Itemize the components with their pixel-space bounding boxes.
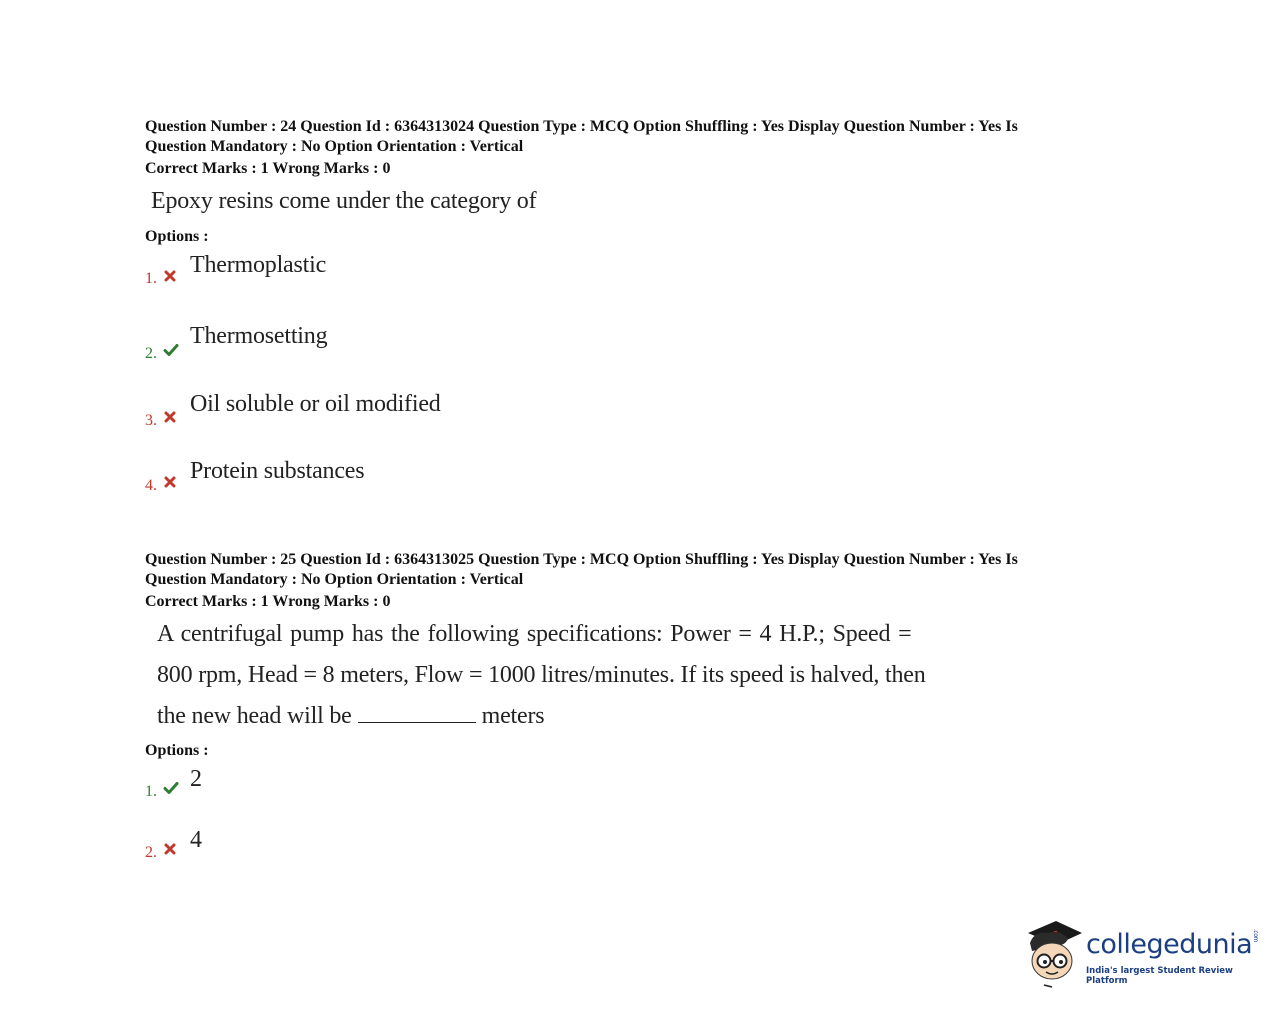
q25-question-line3-end: meters (481, 703, 545, 729)
q24-meta (145, 117, 1105, 156)
q25-options-label: Options : (145, 742, 209, 759)
q24-marks: Correct Marks : 1 Wrong Marks : 0 (145, 160, 391, 177)
logo-name-text: collegedunia (1086, 929, 1253, 960)
q25-question-line1: A centrifugal pump has the following specifications: Power = 4 H.P.; Speed = (157, 621, 912, 647)
q24-option-1-number: 1. (145, 270, 157, 287)
cross-icon (163, 842, 177, 856)
q25-question-line2: 800 rpm, Head = 8 meters, Flow = 1000 litres/minutes. If its speed is halved, then (157, 662, 926, 688)
collegedunia-logo (1024, 917, 1264, 992)
q24-options-label: Options : (145, 228, 209, 245)
answer-blank (358, 704, 476, 723)
q24-option-1-text: Thermoplastic (190, 252, 327, 278)
q25-option-2-text: 4 (190, 827, 202, 853)
q25-option-1-text: 2 (190, 766, 202, 792)
logo-wordmark (1086, 929, 1259, 960)
q24-option-4-number: 4. (145, 477, 157, 494)
q24-option-3-number: 3. (145, 412, 157, 429)
q25-option-1-number: 1. (145, 783, 157, 800)
q24-option-2-text: Thermosetting (190, 323, 328, 349)
q24-meta-line2: Question Mandatory : No Option Orientation : Vertical (145, 137, 524, 155)
q24-meta-line1: Question Number : 24 Question Id : 6364313024 Question Type : MCQ Option Shuffling : Yes Display Question Number : Yes Is (145, 118, 1018, 135)
q24-option-2-number: 2. (145, 345, 157, 362)
q25-meta-line2: Question Mandatory : No Option Orientation : Vertical (145, 570, 524, 588)
cross-icon (163, 410, 177, 424)
cross-icon (163, 475, 177, 489)
q24-question-text: Epoxy resins come under the category of (151, 188, 537, 214)
q25-question-line3 (157, 703, 544, 730)
mascot-icon (1024, 917, 1086, 989)
check-icon (163, 780, 179, 796)
q24-option-3-text: Oil soluble or oil modified (190, 391, 441, 417)
q25-meta (145, 550, 1105, 589)
cross-icon (163, 269, 177, 283)
q25-meta-line1: Question Number : 25 Question Id : 6364313025 Question Type : MCQ Option Shuffling : Yes Display Question Number : Yes Is (145, 551, 1018, 568)
q24-option-4-text: Protein substances (190, 458, 365, 484)
logo-suffix: .com (1252, 929, 1260, 942)
q25-marks: Correct Marks : 1 Wrong Marks : 0 (145, 593, 391, 610)
q25-question-line3-start: the new head will be (157, 703, 352, 729)
q25-option-2-number: 2. (145, 844, 157, 861)
check-icon (163, 342, 179, 358)
logo-tagline: India's largest Student Review Platform (1086, 966, 1233, 986)
